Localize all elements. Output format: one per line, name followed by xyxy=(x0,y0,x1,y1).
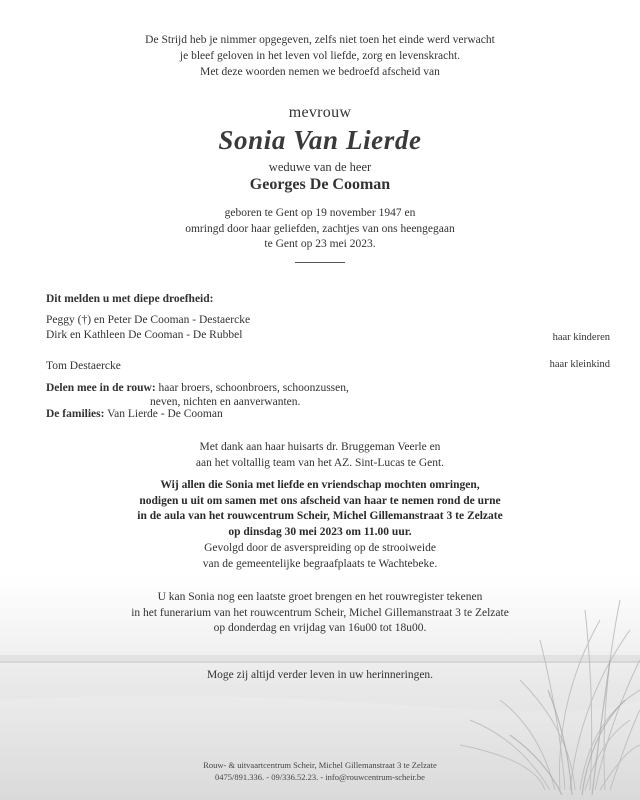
footer-address: Rouw- & uitvaartcentrum Scheir, Michel Gillemanstraat 3 te Zelzate xyxy=(203,760,437,770)
birth-death-details xyxy=(0,206,640,253)
share-label: Delen mee in de rouw: xyxy=(46,382,156,394)
quote-line: je bleef geloven in het leven vol liefde, zorg en levenskracht. xyxy=(179,50,461,62)
ashes-line: van de gemeentelijke begraafplaats te Wachtebeke. xyxy=(202,557,438,570)
visit-line: op donderdag en vrijdag van 16u00 tot 18u00. xyxy=(213,622,427,634)
families-text: Van Lierde - De Cooman xyxy=(107,408,223,420)
ash-scattering-note xyxy=(0,541,640,572)
widow-label: weduwe van de heer xyxy=(268,160,372,174)
quote-line: De Strijd heb je nimmer opgegeven, zelfs niet toen het einde werd verwacht xyxy=(145,34,495,46)
families xyxy=(46,407,223,422)
thanks-note xyxy=(0,440,640,471)
invitation-line: nodigen u uit om samen met ons afscheid van haar te nemen rond de urne xyxy=(139,494,501,507)
footer-contact: 0475/891.336. - 09/336.52.23. - info@rouwcentrum-scheir.be xyxy=(215,772,425,782)
children-label: haar kinderen xyxy=(552,332,610,343)
detail-line: geboren te Gent op 19 november 1947 en xyxy=(224,207,416,219)
child-entry: Peggy (†) en Peter De Cooman - Destaercke xyxy=(46,314,251,326)
husband-name: Georges De Cooman xyxy=(249,176,391,193)
invitation-line: Wij allen die Sonia met liefde en vriendschap mochten omringen, xyxy=(160,479,480,491)
grandchild-entry: Tom Destaercke xyxy=(46,360,121,372)
visitation-note xyxy=(0,590,640,637)
funeral-home-footer xyxy=(0,759,640,783)
deceased-name: Sonia Van Lierde xyxy=(218,125,422,155)
detail-line: omringd door haar geliefden, zachtjes van ons heengegaan xyxy=(185,222,455,235)
grandchild-label: haar kleinkind xyxy=(549,359,610,370)
child-entry: Dirk en Kathleen De Cooman - De Rubbel xyxy=(46,329,243,341)
visit-line: U kan Sonia nog een laatste groet brengen en het rouwregister tekenen xyxy=(157,591,483,603)
opening-quote xyxy=(0,32,640,80)
deceased-title: mevrouw xyxy=(288,104,352,121)
memory-line: Moge zij altijd verder leven in uw herinneringen. xyxy=(206,669,434,681)
ceremony-invitation xyxy=(0,478,640,540)
thanks-line: Met dank aan haar huisarts dr. Bruggeman Veerle en xyxy=(199,441,441,453)
thanks-line: aan het voltallig team van het AZ. Sint-Lucas te Gent. xyxy=(195,456,445,469)
share-text: haar broers, schoonbroers, schoonzussen, xyxy=(158,382,349,394)
divider xyxy=(295,262,345,263)
families-label: De families: xyxy=(46,408,105,420)
detail-line: te Gent op 23 mei 2023. xyxy=(264,238,376,250)
visit-line: in het funerarium van het rouwcentrum Scheir, Michel Gillemanstraat 3 te Zelzate xyxy=(131,606,509,619)
invitation-line: in de aula van het rouwcentrum Scheir, Michel Gillemanstraat 3 te Zelzate xyxy=(137,510,503,522)
share-text-continued: neven, nichten en aanverwanten. xyxy=(150,396,301,408)
invitation-line: op dinsdag 30 mei 2023 om 11.00 uur. xyxy=(228,525,412,538)
ashes-line: Gevolgd door de asverspreiding op de strooiweide xyxy=(204,542,436,554)
quote-line: Met deze woorden nemen we bedroefd afscheid van xyxy=(200,66,440,78)
share-in-mourning xyxy=(46,381,349,396)
announcement-heading: Dit melden u met diepe droefheid: xyxy=(46,293,214,305)
